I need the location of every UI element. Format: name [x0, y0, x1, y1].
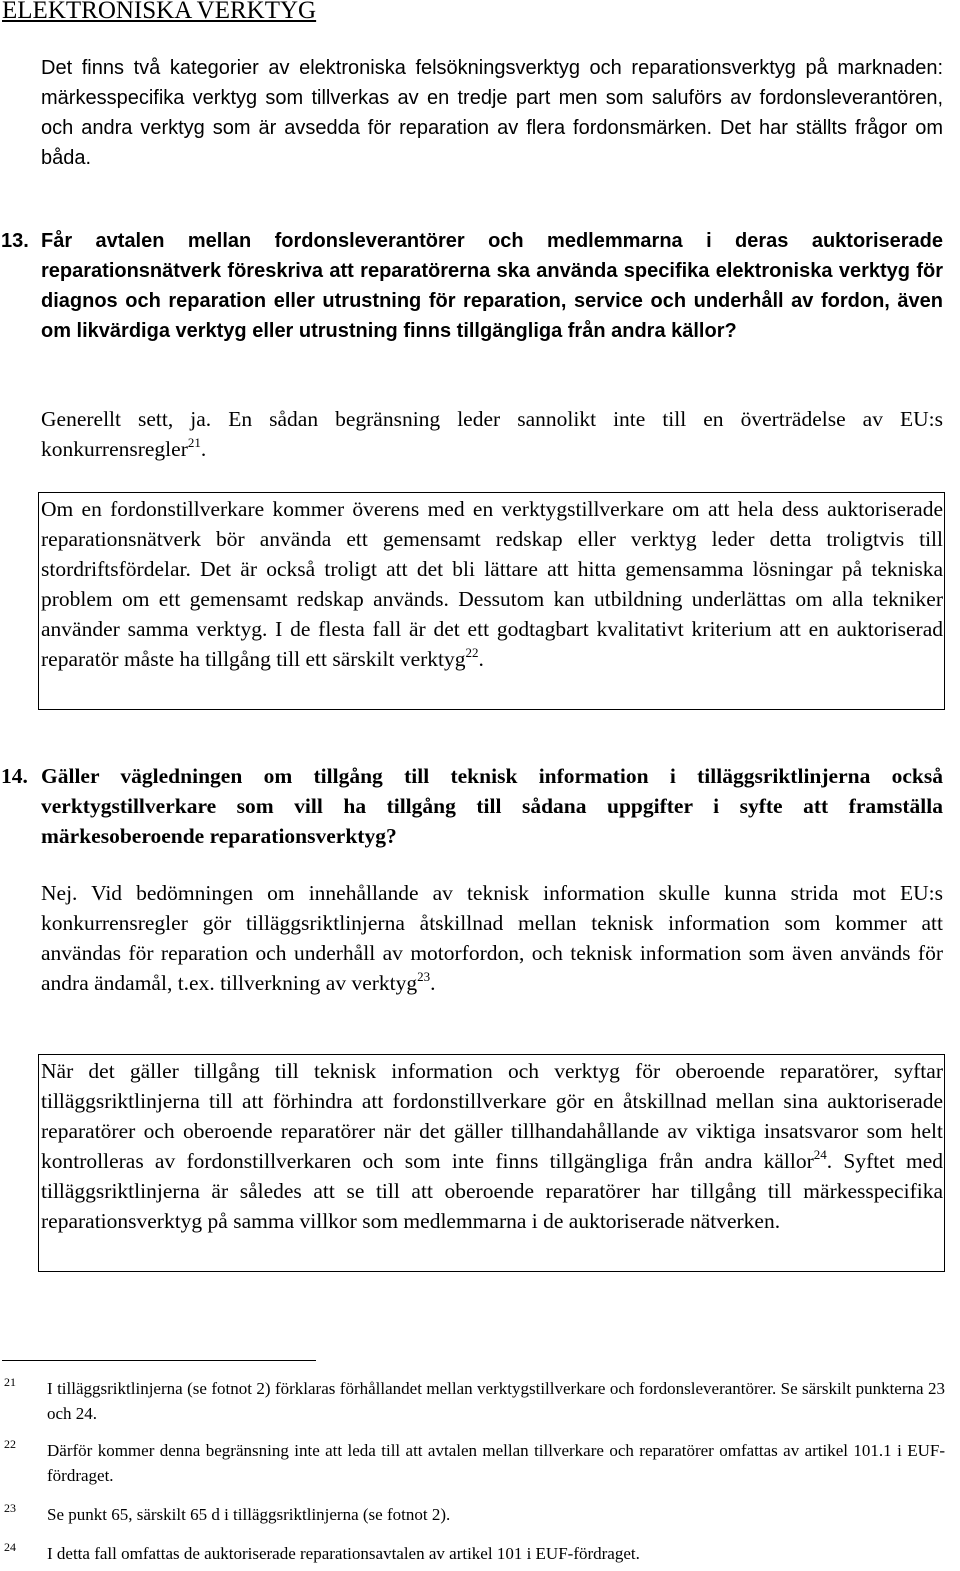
- intro-paragraph: Det finns två kategorier av elektroniska felsökningsverktyg och reparationsverktyg på marknaden: märkesspecifika verktyg som tillverkas av en tredje part men som saluförs av fordonsleverantören, och andra verktyg som är avsedda för reparation av flera fordonsmärken. Det har ställts frågor om båda.: [41, 57, 943, 169]
- question-text: Gäller vägledningen om tillgång till teknisk information i tilläggsriktlinjerna också verktygstillverkare som vill ha tillgång till sådana uppgifter i syfte att framställa märkesoberoende reparationsverktyg?: [41, 764, 943, 848]
- footnote-text: I tilläggsriktlinjerna (se fotnot 2) förklaras förhållandet mellan verktygstillverkare och fordonsleverantörer. Se särskilt punkterna 23 och 24.: [47, 1379, 945, 1423]
- question-text: Får avtalen mellan fordonsleverantörer och medlemmarna i deras auktoriserade reparationsnätverk föreskriva att reparatörerna ska använda specifika elektroniska verktyg för diagnos och reparation eller utrustning för reparation, service och underhåll av fordon, även om likvärdiga verktyg eller utrustning finns tillgängliga från andra källor?: [41, 230, 943, 342]
- box-text: När det gäller tillgång till teknisk information och verktyg för oberoende reparatörer, syftar tilläggsriktlinjerna till att förhindra att fordonstillverkare gör en åtskillnad mellan sina auktoriserade reparatörer och oberoende reparatörer när det gäller tillhandahållande av viktiga insatsvaror som helt kontrolleras av fordonstillverkaren och som inte finns tillgängliga från andra källor: [41, 1059, 943, 1173]
- footnote-22: [0, 1438, 945, 1488]
- footnote-21: [0, 1376, 945, 1426]
- question-13: [1, 226, 943, 346]
- answer-text: Nej. Vid bedömningen om innehållande av teknisk information skulle kunna strida mot EU:s konkurrensregler gör tilläggsriktlinjerna åtskillnad mellan teknisk information som kommer att användas för reparation och underhåll av motorfordon, och teknisk information som även används för andra ändamål, t.ex. tillverkning av verktyg: [41, 881, 943, 995]
- answer-14: [41, 878, 943, 998]
- footnote-23: [0, 1502, 945, 1527]
- footnote-number: 21: [4, 1375, 16, 1389]
- question-number: 13.: [1, 230, 29, 252]
- footnote-number: 24: [4, 1540, 16, 1554]
- question-number: 14.: [1, 764, 28, 788]
- footnote-24: [0, 1541, 945, 1566]
- answer-end: .: [430, 971, 436, 995]
- box-text: Om en fordonstillverkare kommer överens med en verktygstillverkare om att hela dess auktoriserade reparationsnätverk bör använda ett gemensamt redskap eller verktyg leder detta troligtvis till stordriftsfördelar. Det är också troligt att det bli lättare att hitta gemensamma lösningar på tekniska problem om ett gemensamt redskap används. Dessutom kan utbildning underlättas om alla tekniker använder samma verktyg. I de flesta fall är det ett godtagbart kvalitativt kriterium att en auktoriserad reparatör måste ha tillgång till ett särskilt verktyg: [41, 497, 943, 671]
- footnote-number: 23: [4, 1501, 16, 1515]
- box-paragraph-13: [41, 494, 943, 674]
- question-14: [1, 761, 943, 851]
- box-text-cont: . Syftet med tilläggsriktlinjerna är således att se till att oberoende reparatörer har tillgång till märkesspecifika reparationsverktyg på samma villkor som medlemmarna i de auktoriserade nätverken.: [41, 1149, 944, 1233]
- footnote-ref-23[interactable]: 23: [417, 969, 431, 984]
- footnote-text: I detta fall omfattas de auktoriserade reparationsavtalen av artikel 101 i EUF-fördraget.: [47, 1544, 640, 1563]
- footnote-ref-21[interactable]: 21: [187, 435, 201, 450]
- answer-end: .: [200, 437, 207, 461]
- footnote-ref-22[interactable]: 22: [465, 645, 479, 660]
- box-end: .: [478, 647, 484, 671]
- footnote-text: Därför kommer denna begränsning inte att leda till att avtalen mellan tillverkare och reparatörer omfattas av artikel 101.1 i EUF-fördraget.: [47, 1441, 945, 1485]
- answer-text: Generellt sett, ja. En sådan begränsning leder sannolikt inte till en överträdelse av EU:s konkurrensregler: [41, 407, 943, 461]
- footnote-separator: [2, 1360, 316, 1361]
- box-paragraph-14: [41, 1056, 943, 1236]
- footnote-text: Se punkt 65, särskilt 65 d i tilläggsriktlinjerna (se fotnot 2).: [47, 1505, 451, 1524]
- answer-13: [41, 404, 943, 464]
- footnote-ref-24[interactable]: 24: [813, 1147, 827, 1162]
- section-heading: ELEKTRONISKA VERKTYG: [2, 0, 317, 24]
- footnote-number: 22: [4, 1437, 16, 1451]
